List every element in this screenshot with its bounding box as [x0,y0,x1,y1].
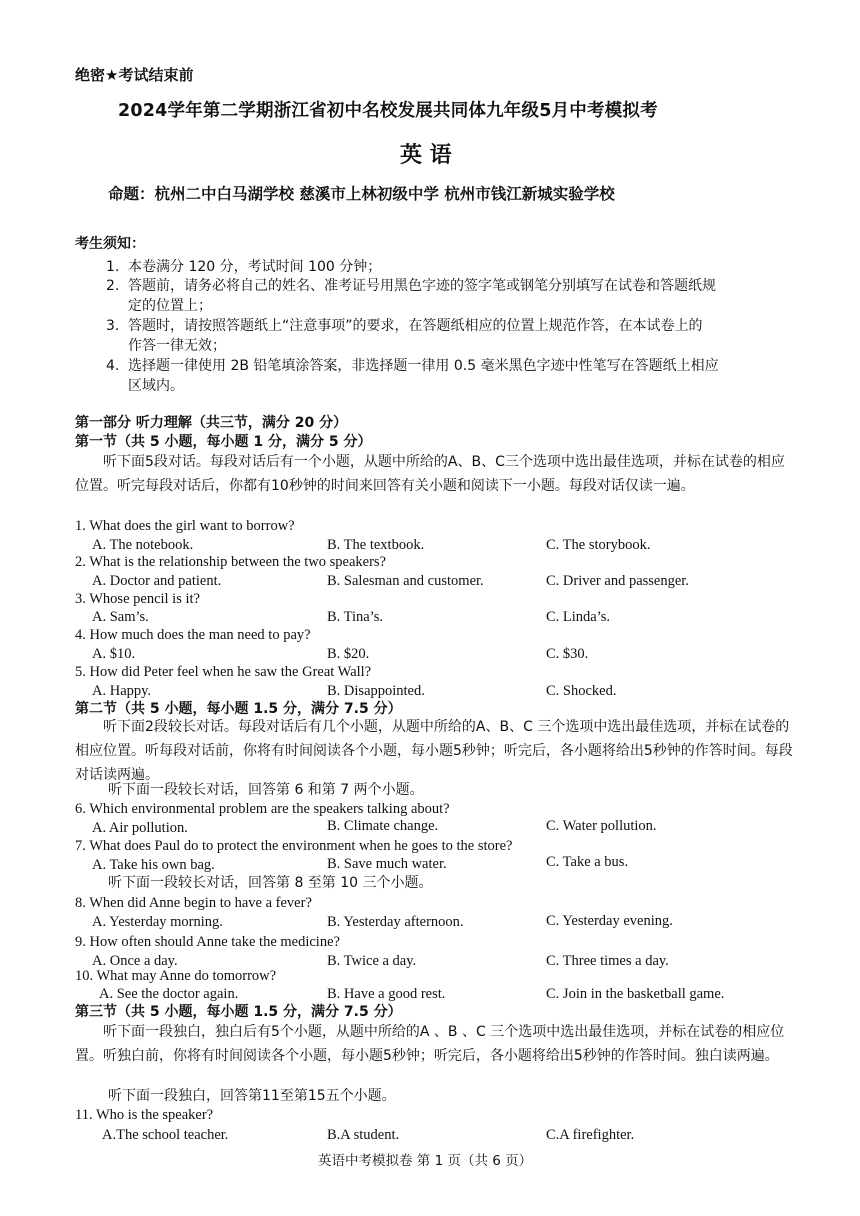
section1-heading: 第一节（共 5 小题，每小题 1 分，满分 5 分） [75,434,372,450]
option-c: C. Shocked. [546,683,617,699]
question-stem: 5. How did Peter feel when he saw the Great Wall? [75,664,372,680]
question-stem: 6. Which environmental problem are the speakers talking about? [75,801,450,817]
option-b: B. Tina’s. [327,609,384,625]
question-stem: 4. How much does the man need to pay? [75,627,311,643]
notice-item-num: 3. [106,318,120,334]
option-b: B. Twice a day. [327,953,417,969]
question-stem: 7. What does Paul do to protect the environment when he goes to the store? [75,838,513,854]
authors-line: 命题：杭州二中白马湖学校 慈溪市上林初级中学 杭州市钱江新城实验学校 [108,185,615,203]
notice-item-num: 1. [106,259,120,275]
option-c: C. Water pollution. [546,818,657,834]
option-a: A. The notebook. [92,537,194,553]
option-c: C. Linda’s. [546,609,611,625]
option-b: B. Yesterday afternoon. [327,914,464,930]
subject-title: 英 语 [400,143,452,168]
section2-sub2: 听下面一段较长对话，回答第 8 至第 10 三个小题。 [108,875,433,891]
notice-item-text: 选择题一律使用 2B 铅笔填涂答案，非选择题一律用 0.5 毫米黑色字迹中性笔写在答题纸上相应 [128,358,719,374]
option-a: A. Happy. [92,683,152,699]
notice-item-num: 4. [106,358,120,374]
option-b: B. Disappointed. [327,683,425,699]
question-stem: 9. How often should Anne take the medicine? [75,934,340,950]
option-c: C. Three times a day. [546,953,669,969]
secret-label: 绝密★考试结束前 [75,66,194,84]
option-b: B. The textbook. [327,537,425,553]
option-c: C. The storybook. [546,537,651,553]
option-b: B. Salesman and customer. [327,573,484,589]
option-c: C.A firefighter. [546,1127,635,1143]
notice-item-text: 区域内。 [128,378,184,394]
option-a: A. Sam’s. [92,609,149,625]
exam-title: 2024学年第二学期浙江省初中名校发展共同体九年级5月中考模拟考 [118,101,658,121]
page-footer: 英语中考模拟卷 第 1 页（共 6 页） [318,1153,533,1169]
part1-heading: 第一部分 听力理解（共三节，满分 20 分） [75,415,348,431]
option-a: A. Once a day. [92,953,178,969]
section2-sub1: 听下面一段较长对话，回答第 6 和第 7 两个小题。 [108,782,424,798]
option-c: C. Join in the basketball game. [546,986,725,1002]
section3-intro: 听下面一段独白，独白后有5个小题，从题中所给的A 、B 、C 三个选项中选出最佳选项，并标在试卷的相应位置。听独白前，你将有时间阅读各个小题，每小题5秒钟；听完后，各小题将给出5秒钟的作答时间。独白读两遍。 [75,1024,785,1064]
option-a: A. Take his own bag. [92,857,215,873]
option-c: C. $30. [546,646,589,662]
section3-sub1: 听下面一段独白，回答第11至第15五个小题。 [108,1088,396,1104]
section3-heading: 第三节（共 5 小题，每小题 1.5 分，满分 7.5 分） [75,1004,402,1020]
option-c: C. Yesterday evening. [546,913,673,929]
section1-intro: 听下面5段对话。每段对话后有一个小题，从题中所给的A、B、C三个选项中选出最佳选项，并标在试卷的相应位置。听完每段对话后，你都有10秒钟的时间来回答有关小题和阅读下一小题。每段对话仅读一遍。 [75,454,785,494]
notice-item-text: 答题前，请务必将自己的姓名、准考证号用黑色字迹的签字笔或钢笔分别填写在试卷和答题纸规 [128,278,716,294]
question-stem: 1. What does the girl want to borrow? [75,518,295,534]
option-a: A.The school teacher. [102,1127,229,1143]
option-a: A. Doctor and patient. [92,573,222,589]
option-b: B. Climate change. [327,818,439,834]
option-a: A. Yesterday morning. [92,914,223,930]
option-a: A. See the doctor again. [99,986,239,1002]
notice-item-text: 本卷满分 120 分，考试时间 100 分钟； [128,259,382,275]
notice-heading: 考生须知： [75,236,145,252]
option-b: B.A student. [327,1127,400,1143]
question-stem: 8. When did Anne begin to have a fever? [75,895,312,911]
option-c: C. Driver and passenger. [546,573,689,589]
question-stem: 2. What is the relationship between the two speakers? [75,554,386,570]
notice-item-text: 作答一律无效； [128,338,226,354]
section2-intro: 听下面2段较长对话。每段对话后有几个小题，从题中所给的A、B、C 三个选项中选出最佳选项，并标在试卷的相应位置。听每段对话前，你将有时间阅读各个小题，每小题5秒钟；听完后，各小题将给出5秒钟的作答时间。每段对话读两遍。 [75,719,793,783]
notice-item-text: 答题时，请按照答题纸上“注意事项”的要求，在答题纸相应的位置上规范作答，在本试卷上的 [128,318,703,334]
option-c: C. Take a bus. [546,854,629,870]
option-a: A. Air pollution. [92,820,188,836]
option-a: A. $10. [92,646,136,662]
option-b: B. Save much water. [327,856,447,872]
option-b: B. $20. [327,646,370,662]
notice-item-text: 定的位置上； [128,298,212,314]
question-stem: 3. Whose pencil is it? [75,591,200,607]
question-stem: 11. Who is the speaker? [75,1107,214,1123]
notice-item-num: 2. [106,278,120,294]
question-stem: 10. What may Anne do tomorrow? [75,968,277,984]
option-b: B. Have a good rest. [327,986,446,1002]
section2-heading: 第二节（共 5 小题，每小题 1.5 分，满分 7.5 分） [75,701,402,717]
